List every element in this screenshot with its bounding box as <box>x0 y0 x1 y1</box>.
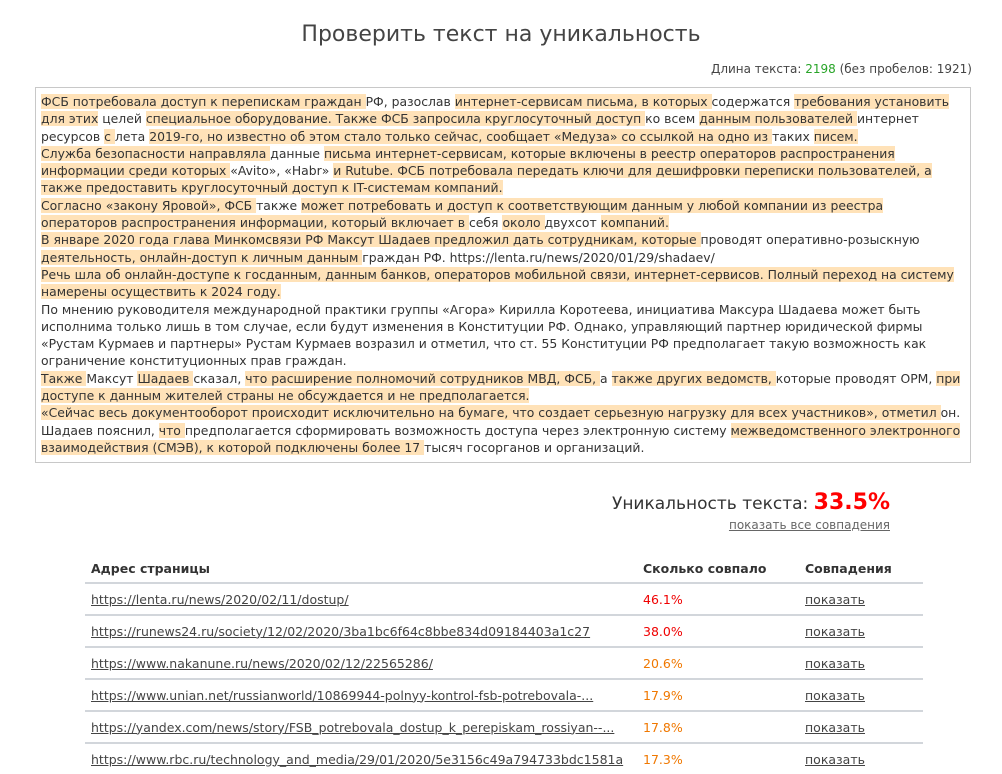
text-paragraph <box>41 404 962 421</box>
unique-fragment: целей <box>98 111 146 127</box>
matched-fragment: что <box>158 422 185 438</box>
unique-fragment: он. <box>940 405 961 421</box>
unique-fragment: таких <box>772 128 814 144</box>
unique-fragment: проводят оперативно-розыскную <box>700 232 920 248</box>
column-header-url: Адрес страницы <box>91 561 210 576</box>
text-paragraph <box>41 266 962 301</box>
matched-fragment: при доступе к данным жителей страны не обсуждается и не предполагается. <box>41 370 961 404</box>
column-header-match-percent: Сколько совпало <box>643 561 767 576</box>
uniqueness-result <box>612 490 890 515</box>
text-paragraph <box>41 197 962 232</box>
table-row <box>85 647 923 679</box>
text-length-label: Длина текста: <box>710 62 806 76</box>
unique-fragment: а <box>599 370 612 386</box>
matched-fragment: Согласно «закону Яровой», ФСБ <box>41 197 257 213</box>
matched-fragment: с <box>104 128 115 144</box>
text-length-value: 2198 <box>805 62 836 76</box>
unique-fragment: данные <box>270 145 324 161</box>
show-match-link[interactable]: показать <box>805 751 865 767</box>
unique-fragment: также <box>256 197 302 213</box>
text-length <box>711 62 972 76</box>
checked-text-area[interactable] <box>35 87 971 463</box>
unique-fragment: тысяч госорганов и организаций. <box>424 439 645 455</box>
match-url-link[interactable]: https://www.unian.net/russianworld/10869944-polnyy-kontrol-fsb-potrebovala-... <box>91 687 594 703</box>
show-match-link[interactable]: показать <box>805 655 865 671</box>
unique-fragment: Максут <box>86 370 138 386</box>
matched-fragment: письма интернет-сервисам, которые включены в реестр операторов распространения информации среди которых <box>41 145 895 179</box>
unique-fragment: лета <box>114 128 150 144</box>
show-match-link[interactable]: показать <box>805 719 865 735</box>
unique-fragment: сказал, <box>193 370 246 386</box>
table-row <box>85 583 923 615</box>
matched-fragment: данным пользователей <box>699 111 857 127</box>
text-paragraph <box>41 301 962 370</box>
text-paragraph <box>41 231 962 266</box>
matched-fragment: компаний. <box>600 215 669 231</box>
matched-fragment: межведомственного электронного взаимодействия (СМЭВ), к которой подключены более 17 <box>41 422 961 455</box>
matches-table <box>85 542 923 774</box>
match-percent: 20.6% <box>637 647 799 679</box>
match-percent: 46.1% <box>637 583 799 615</box>
matched-fragment: «Сейчас весь документооборот происходит исключительно на бумаге, что создает серьезную нагрузку для всех участников», отметил <box>41 405 941 421</box>
unique-fragment: содержатся <box>711 94 795 109</box>
matched-fragment: что расширение полномочий сотрудников МВД, ФСБ, <box>245 370 600 386</box>
unique-fragment: ко всем <box>645 111 700 127</box>
match-percent: 17.8% <box>637 711 799 743</box>
match-percent: 38.0% <box>637 615 799 647</box>
column-header-matches: Совпадения <box>805 561 892 576</box>
unique-fragment: предполагается сформировать возможность доступа через электронную систему <box>184 422 731 438</box>
uniqueness-label: Уникальность текста: <box>611 494 814 514</box>
matched-fragment: и Rutube. ФСБ потребовала передать ключи для дешифровки переписки пользователей, а также предоставить круглосуточный доступ к IT-системам компаний. <box>41 163 932 196</box>
match-percent: 17.3% <box>637 743 799 774</box>
text-length-suffix: (без пробелов: 1921) <box>835 62 972 76</box>
matched-fragment: требования установить для этих <box>41 94 950 127</box>
matched-fragment: Шадаев <box>137 370 194 386</box>
text-paragraph <box>41 422 962 457</box>
table-row <box>85 711 923 743</box>
unique-fragment: себя <box>468 215 503 231</box>
matched-fragment: также других ведомств, <box>611 370 776 386</box>
match-url-link[interactable]: https://www.nakanune.ru/news/2020/02/12/22565286/ <box>91 655 433 671</box>
text-paragraph <box>41 93 962 145</box>
unique-fragment: двухсот <box>544 215 601 231</box>
matched-fragment: ФСБ потребовала доступ к перепискам граждан <box>41 94 366 109</box>
text-paragraph <box>41 370 962 405</box>
match-url-link[interactable]: https://lenta.ru/news/2020/02/11/dostup/ <box>91 591 349 607</box>
show-match-link[interactable]: показать <box>805 591 865 607</box>
table-row <box>85 615 923 647</box>
unique-fragment: интернет ресурсов <box>41 111 919 144</box>
unique-fragment: Шадаев пояснил, <box>41 422 159 438</box>
unique-fragment: По мнению руководителя международной практики группы «Агора» Кирилла Коротеева, инициатива Максура Шадаева может быть исполнима только лишь в том случае, если будут изменения в Конституции РФ. Однако, управляющий партнер юридической фирмы «Рустам Курмаев и партнеры» Рустам Курмаев возразил и отметил, что ст. 55 Конституции РФ предполагает такую возможность как ограничение конституционных прав граждан. <box>41 301 927 369</box>
text-paragraph <box>41 145 962 197</box>
matched-fragment: Речь шла об онлайн-доступе к госданным, данным банков, операторов мобильной связи, интернет-сервисов. Полный переход на систему намерены осуществить к 2024 году. <box>41 266 954 300</box>
table-row <box>85 679 923 711</box>
show-match-link[interactable]: показать <box>805 687 865 703</box>
matched-fragment: писем. <box>813 128 858 144</box>
matched-fragment: Также <box>41 370 87 386</box>
show-all-matches-link[interactable]: показать все совпадения <box>728 518 890 532</box>
match-url-link[interactable]: https://yandex.com/news/story/FSB_potrebovala_dostup_k_perepiskam_rossiyan--... <box>91 719 615 735</box>
unique-fragment: которые проводят ОРМ, <box>775 370 937 386</box>
matched-fragment: специальное оборудование. Также ФСБ запросила круглосуточный доступ <box>145 111 646 127</box>
matched-fragment: около <box>502 215 545 231</box>
unique-fragment: РФ, разослав <box>365 94 455 109</box>
match-url-link[interactable]: https://runews24.ru/society/12/02/2020/3ba1bc6f64c8bbe834d09184403a1c27 <box>91 623 591 639</box>
matched-fragment: может потребовать и доступ к соответствующим данным у любой компании из реестра операторов распространения информации, который включает в <box>41 197 884 231</box>
matched-fragment: В январе 2020 года глава Минкомсвязи РФ Максут Шадаев предложил дать сотрудникам, которые <box>41 232 701 248</box>
match-percent: 17.9% <box>637 679 799 711</box>
table-row <box>85 743 923 774</box>
page-title: Проверить текст на уникальность <box>301 22 701 47</box>
show-match-link[interactable]: показать <box>805 623 865 639</box>
match-url-link[interactable]: https://www.rbc.ru/technology_and_media/29/01/2020/5e3156c49a794733bdc1581a <box>91 751 624 767</box>
matched-fragment: интернет-сервисам письма, в которых <box>454 94 712 109</box>
matched-fragment: Служба безопасности направляла <box>41 145 271 161</box>
matched-fragment: деятельность, онлайн-доступ к личным данным <box>41 249 363 265</box>
unique-fragment: граждан РФ. https://lenta.ru/news/2020/01/29/shadaev/ <box>362 249 715 265</box>
unique-fragment: «Avito», «Habr» <box>230 163 334 179</box>
matched-fragment: 2019-го, но известно об этом стало только сейчас, сообщает «Медуза» со ссылкой на одно из <box>149 128 773 144</box>
uniqueness-value: 33.5% <box>813 490 890 515</box>
